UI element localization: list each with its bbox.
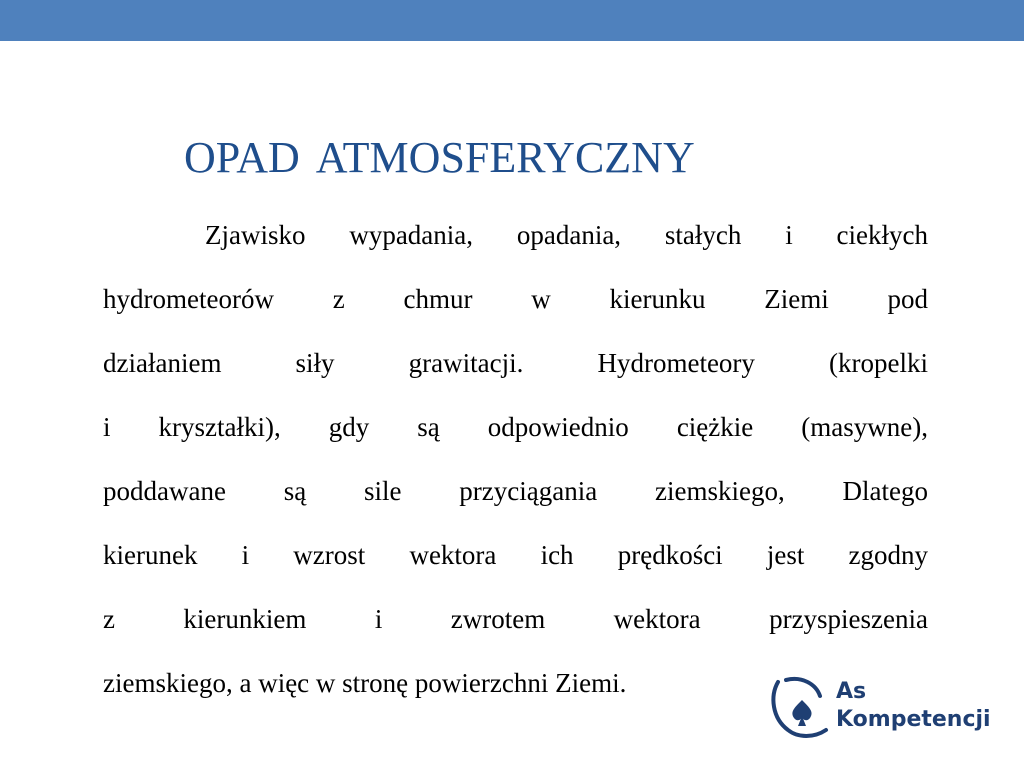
paragraph-line: kierunek i wzrost wektora ich prędkości jest zgodny [103, 540, 928, 570]
paragraph-line: hydrometeorów z chmur w kierunku Ziemi pod [103, 284, 928, 314]
paragraph-line: z kierunkiem i zwrotem wektora przyspieszenia [103, 604, 928, 634]
top-accent-bar [0, 0, 1024, 41]
spade-hand-icon [768, 672, 834, 742]
logo-text-line1: As [836, 679, 867, 704]
paragraph-line: poddawane są sile przyciągania ziemskiego, Dlatego [103, 476, 928, 506]
paragraph-line: Zjawisko wypadania, opadania, stałych i ciekłych [205, 220, 928, 250]
as-kompetencji-logo [768, 672, 998, 742]
logo-text-line2: Kompetencji [836, 707, 991, 732]
title-word: ATMOSFERYCZNY [315, 133, 695, 182]
logo-text [836, 678, 991, 734]
slide-title [184, 132, 695, 184]
title-word: OPAD [184, 133, 300, 182]
body-paragraph [103, 203, 928, 715]
paragraph-line: działaniem siły grawitacji. Hydrometeory (kropelki [103, 348, 928, 378]
paragraph-line: ziemskiego, a więc w stronę powierzchni Ziemi. [103, 668, 627, 698]
paragraph-line: i kryształki), gdy są odpowiednio ciężkie (masywne), [103, 412, 928, 442]
